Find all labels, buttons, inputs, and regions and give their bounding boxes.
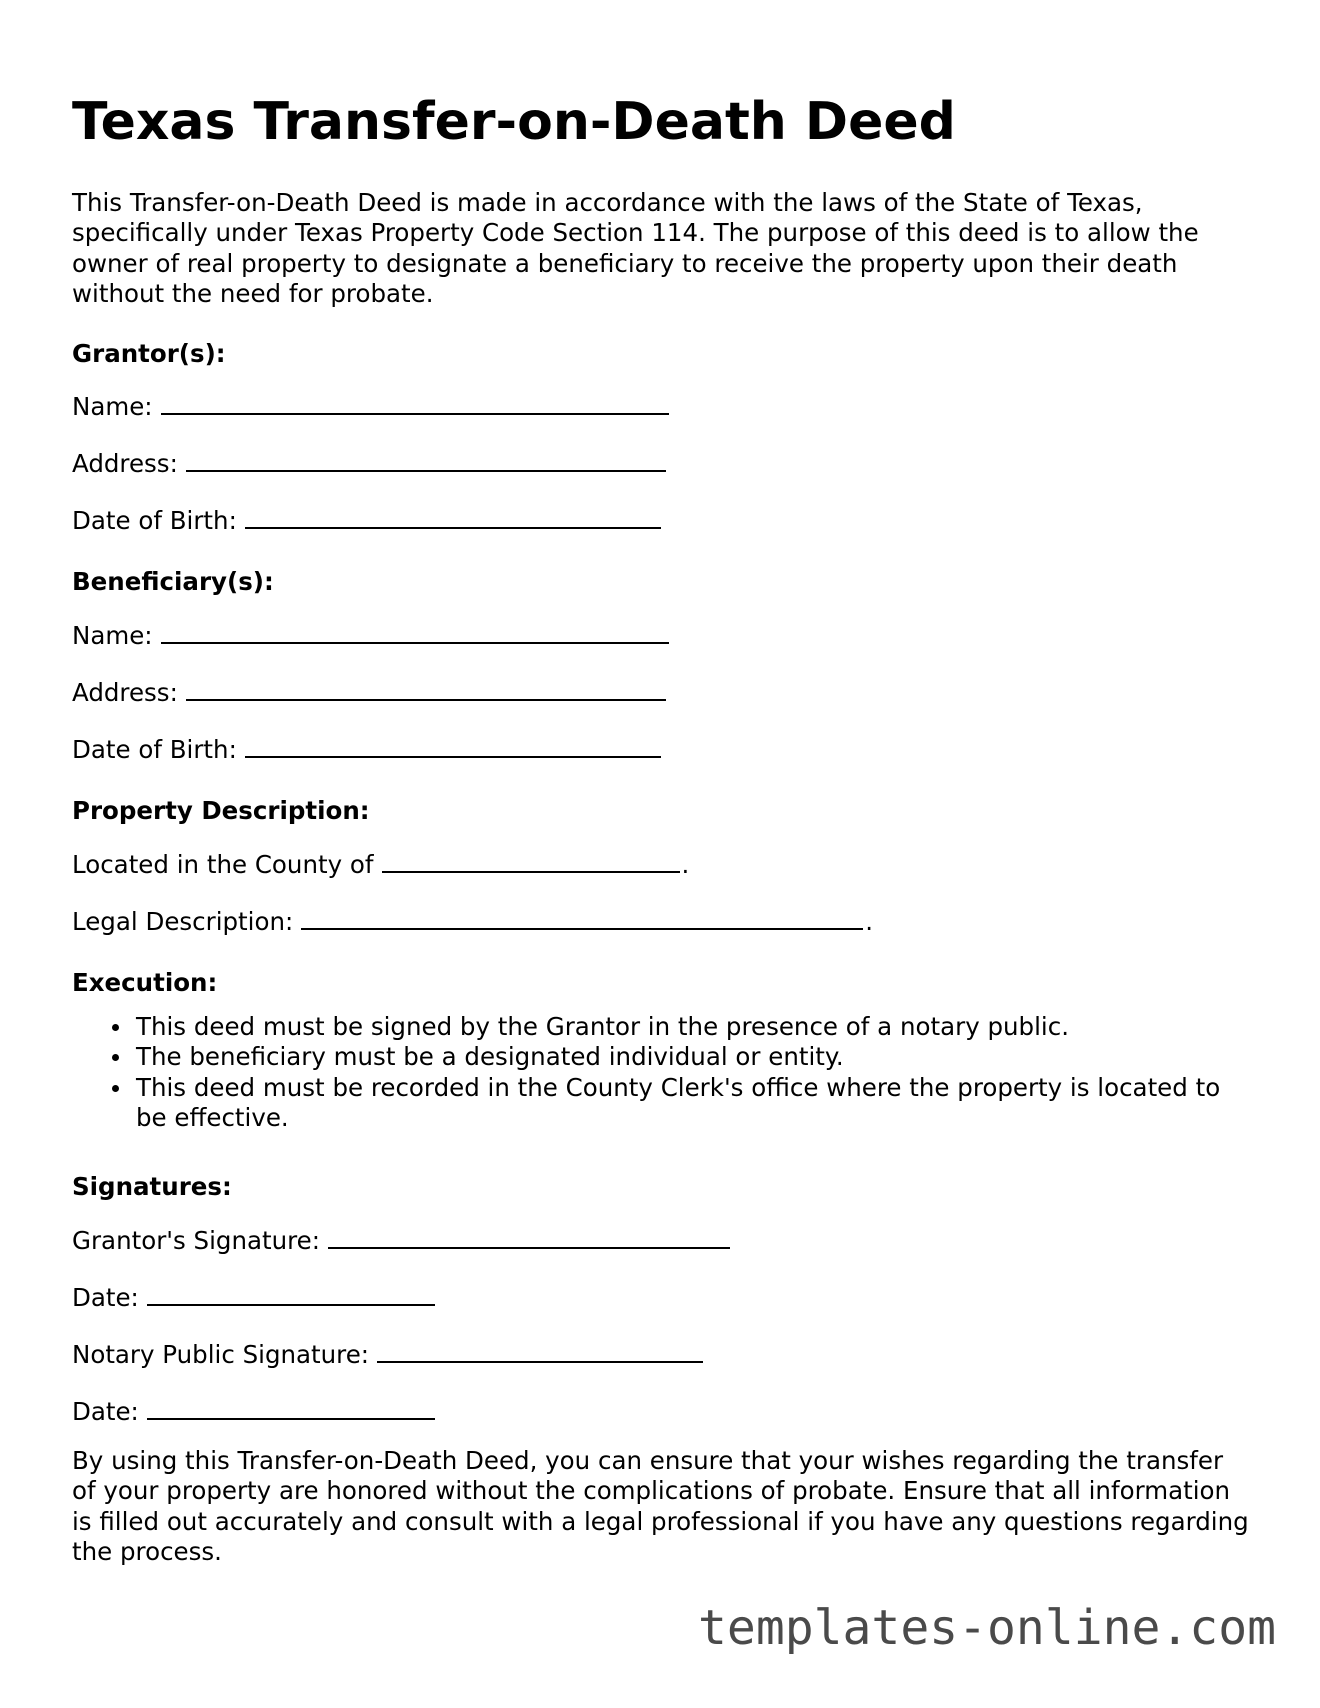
- notary-signature-blank[interactable]: [377, 1339, 703, 1363]
- grantor-heading: Grantor(s):: [72, 339, 226, 368]
- grantor-date-blank[interactable]: [147, 1282, 435, 1306]
- closing-paragraph: By using this Transfer-on-Death Deed, you can ensure that your wishes regarding the transfer of your property are honored without the complications of probate. Ensure that all information is filled out accurately and consult with a legal professional if you have any questions regarding the process.: [72, 1446, 1249, 1567]
- grantor-dob-blank[interactable]: [245, 505, 661, 529]
- document-title: Texas Transfer-on-Death Deed: [72, 92, 956, 152]
- legal-description-label: Legal Description:: [72, 907, 294, 936]
- notary-signature-field: [72, 1339, 703, 1371]
- bullet-icon: [112, 1024, 119, 1031]
- beneficiary-name-field: [72, 620, 669, 652]
- list-item: This deed must be recorded in the County Clerk's office where the property is located to be effective.: [72, 1073, 1252, 1134]
- grantor-date-label: Date:: [72, 1283, 139, 1312]
- grantor-address-blank[interactable]: [186, 448, 666, 472]
- list-item: The beneficiary must be a designated individual or entity.: [72, 1042, 1252, 1072]
- grantor-address-label: Address:: [72, 449, 178, 478]
- notary-signature-label: Notary Public Signature:: [72, 1340, 370, 1369]
- grantor-signature-field: [72, 1225, 730, 1257]
- grantor-name-field: [72, 391, 669, 423]
- beneficiary-dob-label: Date of Birth:: [72, 735, 237, 764]
- notary-date-label: Date:: [72, 1397, 139, 1426]
- grantor-dob-field: [72, 505, 661, 537]
- notary-date-field: [72, 1396, 435, 1428]
- grantor-date-field: [72, 1282, 435, 1314]
- legal-description-blank[interactable]: [301, 906, 863, 930]
- county-period: .: [681, 850, 690, 879]
- legal-description-period: .: [865, 907, 874, 936]
- county-field: [72, 849, 689, 881]
- beneficiary-address-label: Address:: [72, 678, 178, 707]
- beneficiary-address-blank[interactable]: [186, 677, 666, 701]
- intro-paragraph: This Transfer-on-Death Deed is made in accordance with the laws of the State of Texas, specifically under Texas Property Code Section 114. The purpose of this deed is to allow the owner of real property to designate a beneficiary to receive the property upon their death without the need for probate.: [72, 188, 1199, 309]
- grantor-name-blank[interactable]: [161, 391, 669, 415]
- beneficiary-address-field: [72, 677, 666, 709]
- notary-date-blank[interactable]: [147, 1396, 435, 1420]
- county-blank[interactable]: [382, 849, 680, 873]
- watermark: templates-online.com: [698, 1600, 1276, 1656]
- list-item: This deed must be signed by the Grantor in the presence of a notary public.: [72, 1012, 1252, 1042]
- execution-list: [72, 1012, 1252, 1134]
- beneficiary-dob-field: [72, 734, 661, 766]
- bullet-icon: [112, 1054, 119, 1061]
- beneficiary-heading: Beneficiary(s):: [72, 567, 274, 596]
- beneficiary-dob-blank[interactable]: [245, 734, 661, 758]
- legal-description-field: [72, 906, 873, 938]
- grantor-address-field: [72, 448, 666, 480]
- signatures-heading: Signatures:: [72, 1172, 232, 1201]
- execution-heading: Execution:: [72, 968, 218, 997]
- property-heading: Property Description:: [72, 796, 370, 825]
- bullet-icon: [112, 1085, 119, 1092]
- grantor-signature-label: Grantor's Signature:: [72, 1226, 321, 1255]
- beneficiary-name-blank[interactable]: [161, 620, 669, 644]
- beneficiary-name-label: Name:: [72, 621, 153, 650]
- county-label: Located in the County of: [72, 850, 374, 879]
- grantor-signature-blank[interactable]: [328, 1225, 730, 1249]
- grantor-dob-label: Date of Birth:: [72, 506, 237, 535]
- grantor-name-label: Name:: [72, 392, 153, 421]
